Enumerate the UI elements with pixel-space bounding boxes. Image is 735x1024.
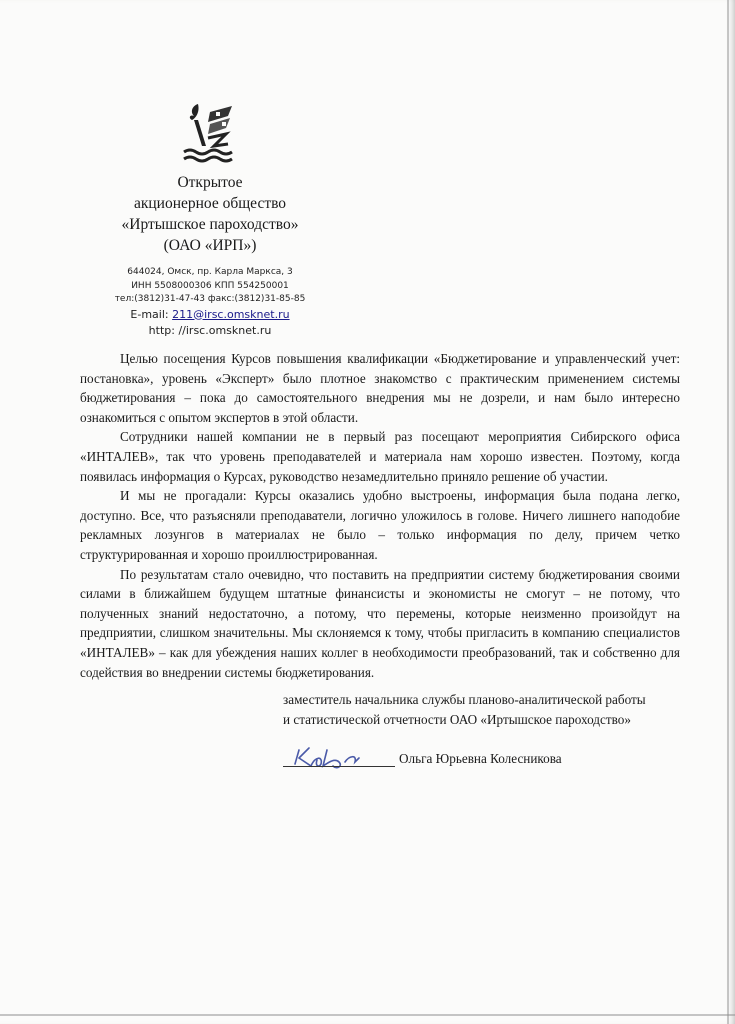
paragraph-1: Целью посещения Курсов повышения квалификации «Бюджетирование и управленческий учет: постановка», уровень «Эксперт» было плотное знакомство с практическим применением системы бюджетирования – пока до самостоятельного внедрения мы не дозрели, и нам было интересно ознакомиться с опытом экспертов в этой области.: [80, 351, 680, 425]
letter-body: [80, 349, 680, 682]
paragraph-3: И мы не прогадали: Курсы оказались удобно выстроены, информация была подана легко, доступно. Все, что разъясняли преподаватели, логично уложилось в голове. Ничего лишнего наподобие рекламных лозунгов в материалах не было – только информация по делу, причем четко структурированная и хорошо проиллюстрированная.: [80, 488, 680, 562]
inn-kpp: ИНН 5508000306 КПП 554250001: [131, 280, 289, 291]
company-line-4: (ОАО «ИРП»): [163, 237, 257, 254]
signature-line: [283, 744, 703, 774]
website: http: //irsc.omsknet.ru: [148, 323, 272, 337]
company-logo-icon: [180, 102, 240, 168]
signatory-position: [283, 690, 693, 729]
signatory-name: Ольга Юрьевна Колесникова: [399, 751, 562, 766]
paragraph-4: По результатам стало очевидно, что поставить на предприятии систему бюджетирования своими силами в ближайшем будущем штатные финансисты и экономисты не смогут – не потому, что полученных знаний недостаточно, а потому, что перемены, которые неизменно произойдут на предприятии, слишком значительны. Мы склоняемся к тому, чтобы пригласить в компанию специалистов «ИНТАЛЕВ» – как для убеждения наших коллег в необходимости преобразований, так и собственно для содействия во внедрении системы бюджетирования.: [80, 566, 680, 680]
position-line-2: и статистической отчетности ОАО «Иртышское пароходство»: [283, 711, 631, 727]
phones: тел:(3812)31-47-43 факс:(3812)31-85-85: [114, 294, 306, 304]
company-line-2: акционерное общество: [133, 195, 287, 212]
paragraph-2: Сотрудники нашей компании не в первый раз посещают мероприятия Сибирского офиса «ИНТАЛЕВ», так что уровень преподавателей и материала нам хорошо известен. Поэтому, когда появилась информация о Курсах, руководство незамедлительно приняло решение об участии.: [80, 429, 680, 484]
page-bottom-edge: [0, 1014, 735, 1016]
signature-underline: [283, 766, 395, 767]
address: 644024, Омск, пр. Карла Маркса, 3: [127, 267, 293, 277]
email-link[interactable]: 211@irsc.omsknet.ru: [172, 307, 290, 321]
letterhead: [60, 102, 360, 339]
page-edge-shadow: [727, 0, 729, 1024]
company-name: [60, 172, 360, 256]
company-line-3: «Иртышское пароходство»: [121, 216, 299, 233]
email-row: [60, 307, 360, 323]
handwritten-signature-icon: [289, 744, 389, 772]
email-label: E-mail:: [130, 307, 169, 321]
position-line-1: заместитель начальника службы планово-аналитической работы: [283, 692, 646, 707]
company-line-1: Открытое: [177, 174, 243, 191]
contact-block: [60, 266, 360, 339]
